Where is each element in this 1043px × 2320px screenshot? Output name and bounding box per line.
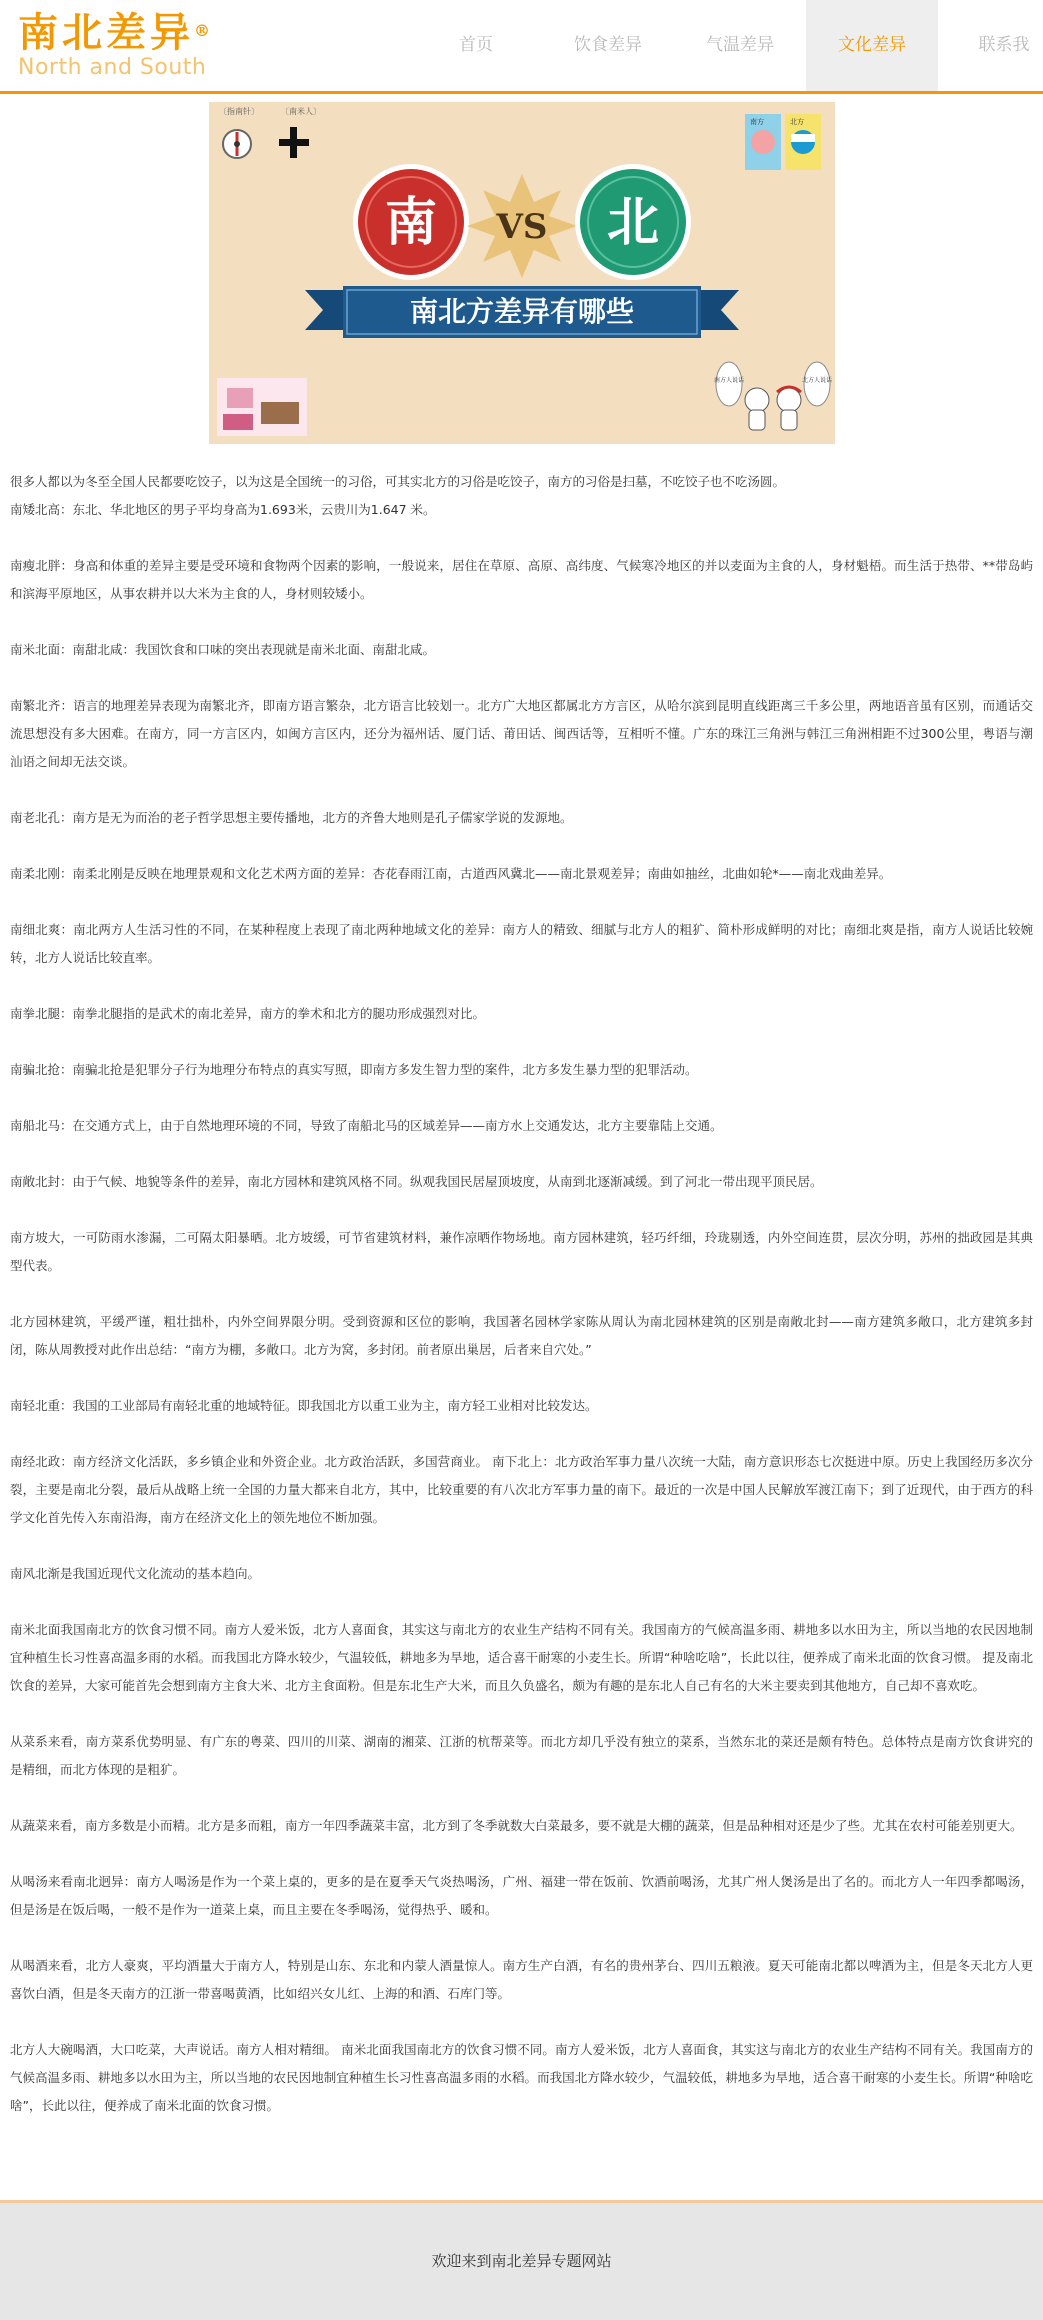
logo-english: North and South (18, 55, 207, 80)
ribbon-title: 南北方差异有哪些 (409, 295, 635, 328)
nav-diet-difference[interactable]: 饮食差异 (574, 35, 642, 55)
nav-climate-difference[interactable]: 气温差异 (706, 35, 774, 55)
paragraph: 南米北面：南甜北咸：我国饮食和口味的突出表现就是南米北面、南甜北咸。 (10, 642, 436, 657)
paragraph: 南老北孔：南方是无为而治的老子哲学思想主要传播地，北方的齐鲁大地则是孔子儒家学说的发源地。 (10, 810, 573, 825)
cross-icon (279, 127, 309, 158)
vs-text: VS (496, 207, 548, 247)
card-right-label: 北方 (790, 118, 804, 126)
paragraph: 北方园林建筑，平缓严谨，粗壮拙朴，内外空间界限分明。受到资源和区位的影响，我国著名园林学家陈从周认为南北园林建筑的区别是南敞北封——南方建筑多敞口，北方建筑多封闭，陈从周教授对此作出总结：“南方为棚，多敞口。北方为窝，多封闭。前者原出巢居，后者来自穴处。” (10, 1314, 1033, 1357)
speech-right-text: 北方人说话 (801, 377, 833, 384)
paragraph: 南方坡大，一可防雨水渗漏，二可隔太阳暴晒。北方坡缓，可节省建筑材料，兼作凉晒作物场地。南方园林建筑，轻巧纤细，玲珑剔透，内外空间连贯，层次分明，苏州的拙政园是其典型代表。 (10, 1230, 1033, 1273)
paragraph: 南矮北高：东北、华北地区的男子平均身高为1.693米，云贵川为1.647 米。 (10, 502, 436, 517)
paragraph: 南拳北腿：南拳北腿指的是武术的南北差异，南方的拳术和北方的腿功形成强烈对比。 (10, 1006, 486, 1021)
paragraph: 南细北爽：南北两方人生活习性的不同，在某种程度上表现了南北两种地域文化的差异：南方人的精致、细腻与北方人的粗犷、简朴形成鲜明的对比；南细北爽是指，南方人说话比较婉转，北方人说话比较直率。 (10, 922, 1033, 965)
site-footer (0, 2200, 1043, 2320)
paragraph: 从蔬菜来看，南方多数是小而精。北方是多而粗，南方一年四季蔬菜丰富，北方到了冬季就数大白菜最多，要不就是大棚的蔬菜，但是品种相对还是少了些。尤其在农村可能差别更大。 (10, 1818, 1023, 1833)
paragraph: 南船北马：在交通方式上，由于自然地理环境的不同，导致了南船北马的区域差异——南方水上交通发达，北方主要靠陆上交通。 (10, 1118, 723, 1133)
ribbon-banner (305, 286, 739, 338)
paragraph: 从菜系来看，南方菜系优势明显、有广东的粤菜、四川的川菜、湖南的湘菜、江浙的杭帮菜等。而北方却几乎没有独立的菜系，当然东北的菜还是颇有特色。总体特点是南方饮食讲究的是精细，而北方体现的是粗犷。 (10, 1734, 1033, 1777)
room-scene-icon (217, 378, 307, 436)
main-nav (410, 0, 1043, 91)
banner-image (209, 102, 835, 444)
banner-wrap (0, 94, 1043, 444)
registered-mark: ® (194, 21, 214, 40)
paragraph: 从喝汤来看南北迥异：南方人喝汤是作为一个菜上桌的，更多的是在夏季天气炎热喝汤，广州、福建一带在饭前、饮酒前喝汤，尤其广州人煲汤是出了名的。而北方人一年四季都喝汤，但是汤是在饭后喝，一般不是作为一道菜上桌，而且主要在冬季喝汤，觉得热乎、暖和。 (10, 1874, 1033, 1917)
speech-bubbles (714, 362, 832, 406)
paragraph: 南敞北封：由于气候、地貌等条件的差异，南北方园林和建筑风格不同。纵观我国民居屋顶坡度，从南到北逐渐减缓。到了河北一带出现平顶民居。 (10, 1174, 823, 1189)
paragraph: 南柔北刚：南柔北刚是反映在地理景观和文化艺术两方面的差异：杏花春雨江南，古道西风冀北——南北景观差异；南曲如抽丝，北曲如轮*——南北戏曲差异。 (10, 866, 892, 881)
north-char: 北 (606, 193, 660, 253)
card-left-label: 南方 (750, 118, 764, 126)
paragraph: 南骗北抢：南骗北抢是犯罪分子行为地理分布特点的真实写照，即南方多发生智力型的案件，北方多发生暴力型的犯罪活动。 (10, 1062, 698, 1077)
paragraph: 北方人大碗喝酒，大口吃菜，大声说话。南方人相对精细。 南米北面我国南北方的饮食习惯不同。南方人爱米饭，北方人喜面食，其实这与南北方的农业生产结构不同有关。我国南方的气候高温多雨、耕地多以水田为主，所以当地的农民因地制宜种植生长习性喜高温多雨的水稻。而我国北方降水较少，气温较低，耕地多为旱地，适合喜干耐寒的小麦生长。所谓“种啥吃啥”，长此以往，便养成了南米北面的饮食习惯。 (10, 2042, 1033, 2113)
south-badge (353, 164, 469, 280)
dumpling-card-icon (785, 114, 821, 170)
paragraph: 南经北政：南方经济文化活跃，多乡镇企业和外资企业。北方政治活跃，多国营商业。 南下北上：北方政治军事力量八次统一大陆，南方意识形态七次挺进中原。历史上我国经历多次分裂，主要是南北分裂，最后从战略上统一全国的力量大都来自北方，其中，比较重要的有八次北方军事力量的南下。最近的一次是中国人民解放军渡江南下；到了近现代，由于西方的科学文化首先传入东南沿海，南方在经济文化上的领先地位不断加强。 (10, 1454, 1033, 1525)
south-char: 南 (384, 193, 438, 253)
paragraph: 从喝酒来看，北方人豪爽，平均酒量大于南方人，特别是山东、东北和内蒙人酒量惊人。南方生产白酒，有名的贵州茅台、四川五粮液。夏天可能南北都以啤酒为主，但是冬天北方人更喜饮白酒，但是冬天南方的江浙一带喜喝黄酒，比如绍兴女儿红、上海的和酒、石库门等。 (10, 1958, 1033, 2001)
food-card-icon (745, 114, 781, 170)
nav-home[interactable]: 首页 (459, 35, 493, 55)
footer-text: 欢迎来到南北差异专题网站 (431, 2252, 612, 2270)
speech-left-text: 南方人说话 (713, 377, 745, 384)
cross-label: 〔南米人〕 (281, 107, 321, 116)
paragraph: 南轻北重：我国的工业部局有南轻北重的地域特征。即我国北方以重工业为主，南方轻工业相对比较发达。 (10, 1398, 598, 1413)
paragraph: 南繁北齐：语言的地理差异表现为南繁北齐，即南方语言繁杂，北方语言比较划一。北方广大地区都属北方方言区，从哈尔滨到昆明直线距离三千多公里，两地语音虽有区别，而通话交流思想没有多大困难。在南方，同一方言区内，如闽方言区内，还分为福州话、厦门话、莆田话、闽西话等，互相听不懂。广东的珠江三角洲与韩江三角洲相距不过300公里，粤语与潮汕语之间却无法交谈。 (10, 698, 1033, 769)
logo-chinese: 南北差异 (18, 9, 194, 56)
site-logo[interactable] (18, 10, 218, 86)
site-header (0, 0, 1043, 94)
nav-culture-difference[interactable]: 文化差异 (806, 0, 938, 91)
north-badge (575, 164, 691, 280)
compass-label: 〔指南针〕 (219, 107, 259, 116)
paragraph: 南风北渐是我国近现代文化流动的基本趋向。 (10, 1566, 261, 1581)
article-content (0, 444, 1043, 2120)
nav-contact[interactable]: 联系我 (978, 35, 1030, 55)
paragraph: 很多人都以为冬至全国人民都要吃饺子，以为这是全国统一的习俗，可其实北方的习俗是吃饺子，南方的习俗是扫墓，不吃饺子也不吃汤圆。 (10, 474, 786, 489)
compass-icon (223, 130, 251, 158)
paragraph: 南米北面我国南北方的饮食习惯不同。南方人爱米饭，北方人喜面食，其实这与南北方的农业生产结构不同有关。我国南方的气候高温多雨、耕地多以水田为主，所以当地的农民因地制宜种植生长习性喜高温多雨的水稻。而我国北方降水较少，气温较低，耕地多为旱地，适合喜干耐寒的小麦生长。所谓“种啥吃啥”，长此以往，便养成了南米北面的饮食习惯。 提及南北饮食的差异，大家可能首先会想到南方主食大米、北方主食面粉。但是东北生产大米，而且久负盛名，颇为有趣的是东北人自己有名的大米主要卖到其他地方，自己却不喜欢吃。 (10, 1622, 1033, 1693)
banner-illustration (209, 102, 835, 444)
paragraph: 南瘦北胖：身高和体重的差异主要是受环境和食物两个因素的影响，一般说来，居住在草原、高原、高纬度、气候寒冷地区的并以麦面为主食的人，身材魁梧。而生活于热带、**带岛屿和滨海平原地区，从事农耕并以大米为主食的人，身材则较矮小。 (10, 558, 1033, 601)
characters-icon (745, 387, 801, 430)
